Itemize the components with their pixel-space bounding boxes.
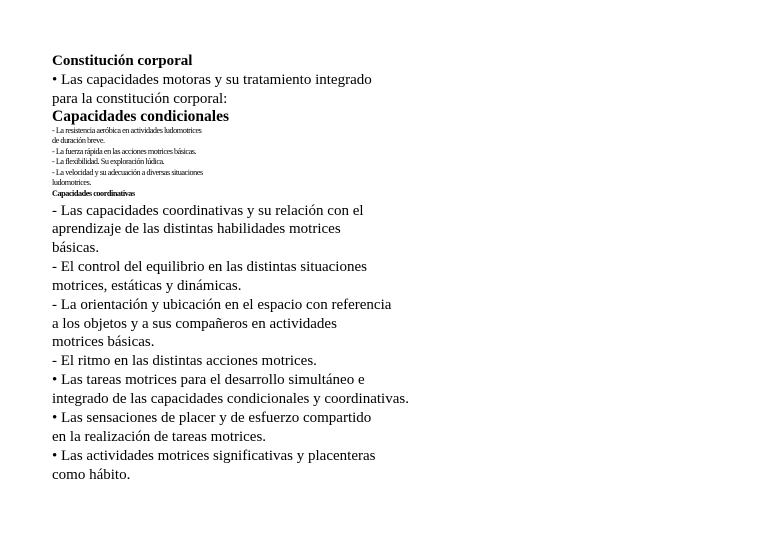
body-line: • Las tareas motrices para el desarrollo simultáneo e (52, 372, 365, 388)
small-heading: Capacidades coordinativas (52, 189, 135, 198)
body-line: • Las sensaciones de placer y de esfuerzo compartido (52, 410, 372, 426)
body-line: como hábito. (52, 467, 131, 483)
body-line: a los objetos y a sus compañeros en actividades (52, 316, 337, 332)
body-line: motrices, estáticas y dinámicas. (52, 278, 242, 294)
body-line: - La orientación y ubicación en el espacio con referencia (52, 297, 392, 313)
small-list-item: - La velocidad y su adecuación a diversas situaciones (52, 168, 203, 177)
body-line: integrado de las capacidades condicionales y coordinativas. (52, 391, 409, 407)
section-title: Constitución corporal (52, 53, 193, 69)
body-line: - El control del equilibrio en las distintas situaciones (52, 259, 367, 275)
subsection-title: Capacidades condicionales (52, 108, 229, 125)
intro-line: para la constitución corporal: (52, 91, 228, 107)
body-line: aprendizaje de las distintas habilidades motrices (52, 221, 341, 237)
body-line: básicas. (52, 240, 100, 256)
body-line: motrices básicas. (52, 334, 155, 350)
small-list-item: - La resistencia aeróbica en actividades ludomotrices (52, 126, 202, 135)
small-list-item: de duración breve. (52, 136, 105, 145)
body-line: - Las capacidades coordinativas y su relación con el (52, 203, 364, 219)
body-line: • Las actividades motrices significativas y placenteras (52, 448, 376, 464)
body-line: en la realización de tareas motrices. (52, 429, 267, 445)
body-line: - El ritmo en las distintas acciones motrices. (52, 353, 317, 369)
intro-line: • Las capacidades motoras y su tratamiento integrado (52, 72, 372, 88)
small-list-item: ludomotrices. (52, 178, 91, 187)
small-list-item: - La fuerza rápida en las acciones motrices básicas. (52, 147, 197, 156)
small-list-item: - La flexibilidad. Su exploración lúdica. (52, 157, 165, 166)
